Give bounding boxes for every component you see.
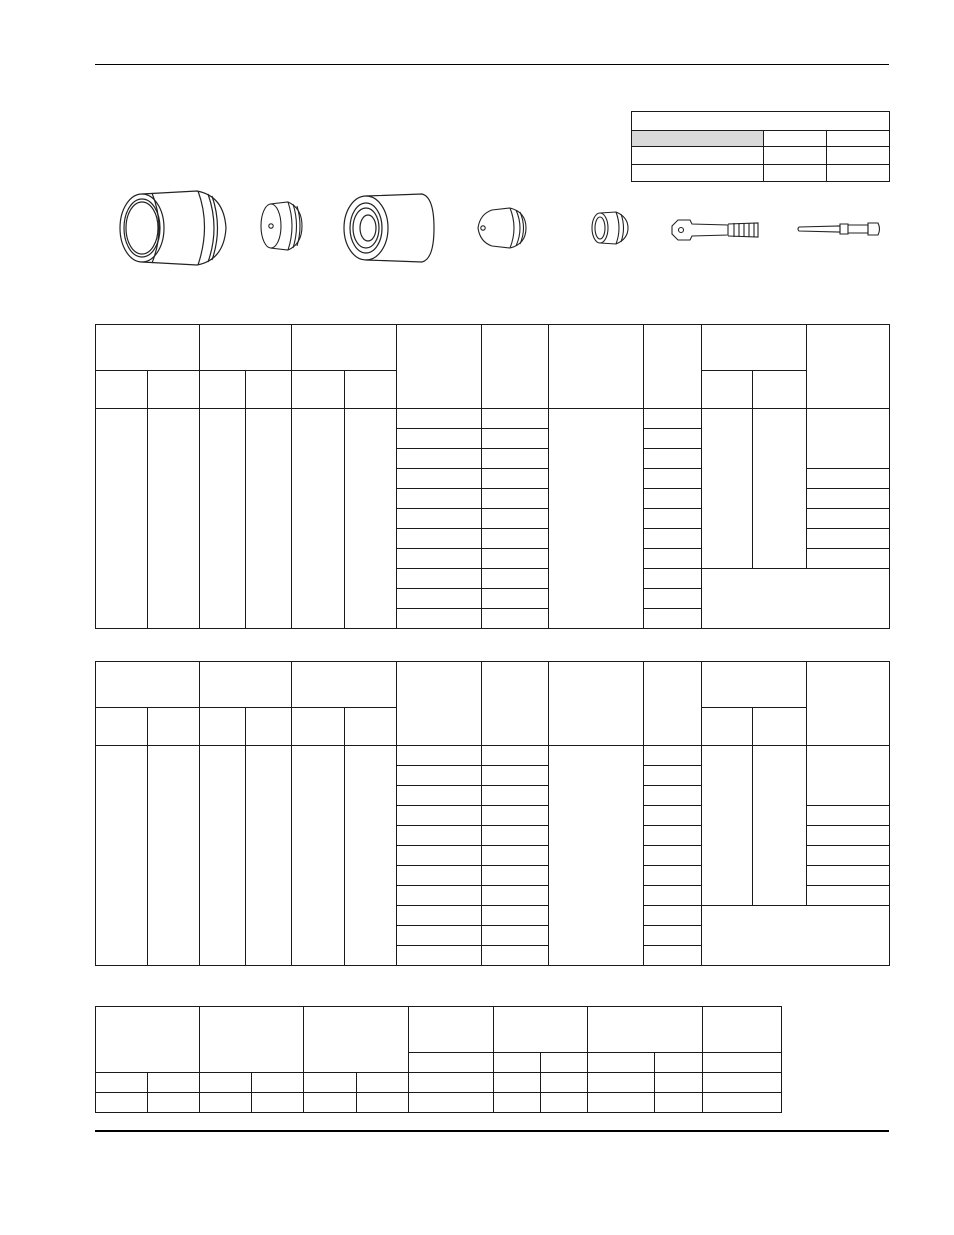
reference-table-title: [632, 112, 890, 131]
water-tube-icon: [796, 219, 882, 239]
cut-chart-table-1: [95, 324, 890, 629]
nozzle-icon: [472, 204, 532, 252]
header-rule: [95, 64, 889, 65]
table-row: [96, 409, 890, 429]
table-row: [96, 746, 890, 766]
footer-rule: [95, 1130, 889, 1132]
table-row: [96, 1073, 782, 1093]
shield-icon: [112, 186, 232, 270]
nozzle-retaining-cap-icon: [258, 200, 306, 252]
reference-table: [631, 111, 890, 182]
electrode-icon: [668, 214, 762, 246]
cut-chart-table-2: [95, 661, 890, 966]
swirl-ring-icon: [588, 209, 632, 247]
bottom-settings-table: [95, 1006, 782, 1113]
retaining-cap-icon: [340, 191, 438, 265]
table-row: [96, 1093, 782, 1113]
reference-table-header: [632, 131, 764, 147]
